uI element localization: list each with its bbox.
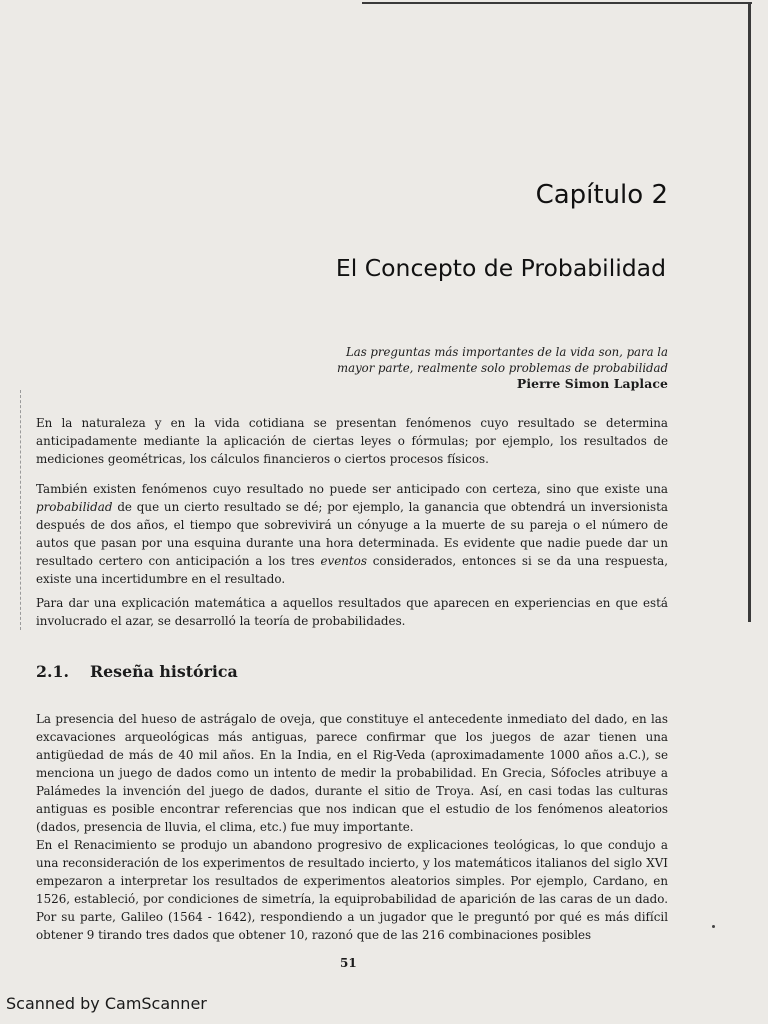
paragraph-theory: Para dar una explicación matemática a aquellos resultados que aparecen en experiencias en que está involucrado el azar, se desarrolló la teoría de probabilidades. [36,596,668,628]
paragraph-text: También existen fenómenos cuyo resultado no puede ser anticipado con certeza, sino que existe una [36,482,668,496]
epigraph-quote-line-1: Las preguntas más importantes de la vida son, para la [345,345,668,359]
epigraph [248,344,668,392]
scan-edge-left [20,390,22,630]
scanner-watermark: Scanned by CamScanner [6,994,207,1013]
page-number: 51 [340,956,357,970]
scan-edge-top [362,2,752,4]
paragraph-uncertainty [36,480,668,588]
paragraph-text: de que un cierto resultado se dé; por ejemplo, la ganancia que obtendrá un inversionista después de dos años, el tiempo que sobrevivirá un cónyuge a la muerte de su pareja o el número de autos que pasan por una esquina durante una hora determinada. Es evidente que nadie puede dar un resultado certero con anticipación a los tres [36,500,668,568]
paragraph-history-ancient: La presencia del hueso de astrágalo de oveja, que constituye el antecedente inmediato del dado, en las excavaciones arqueológicas más antiguas, parece confirmar que los juegos de azar tienen una antigüedad de más de 40 mil años. En la India, en el Rig-Veda (aproximadamente 1000 años a.C.), se menciona un juego de dados como un intento de medir la probabilidad. En Grecia, Sófocles atribuye a Palámedes la invención del juego de dados, durante el sitio de Troya. Así, en casi todas las culturas antiguas es posible encontrar referencias que nos indican que el estudio de los fenómenos aleatorios (dados, presencia de lluvia, el clima, etc.) fue muy importante. [36,712,668,834]
epigraph-author: Pierre Simon Laplace [516,376,668,391]
section-number: 2.1. [36,662,69,681]
paragraph-history-renaissance: En el Renacimiento se produjo un abandono progresivo de explicaciones teológicas, lo que condujo a una reconsideración de los experimentos de resultado incierto, y los matemáticos italianos del siglo XVI empezaron a interpretar los resultados de experimentos aleatorios simples. Por ejemplo, Cardano, en 1526, estableció, por condiciones de simetría, la equiprobabilidad de aparición de las caras de un dado. Por su parte, Galileo (1564 - 1642), respondiendo a un jugador que le preguntó por qué es más difícil obtener 9 tirando tres dados que obtener 10, razonó que de las 216 combinaciones posibles [36,838,668,942]
paragraph-intro: En la naturaleza y en la vida cotidiana se presentan fenómenos cuyo resultado se determina anticipadamente mediante la aplicación de ciertas leyes o fórmulas; por ejemplo, los resultados de mediciones geométricas, los cálculos financieros o ciertos procesos físicos. [36,416,668,466]
scan-speck [712,925,715,928]
section-title: Reseña histórica [90,662,238,681]
chapter-label: Capítulo 2 [535,180,668,210]
emphasis-term: eventos [320,554,367,568]
section-heading [36,662,238,681]
chapter-title: El Concepto de Probabilidad [335,254,666,282]
scan-edge-right [748,2,751,622]
paragraph-text: considerados, entonces si se da una respuesta, existe una incertidumbre en el resultado. [36,554,669,586]
emphasis-term: probabilidad [36,500,113,514]
epigraph-quote-line-2: mayor parte, realmente solo problemas de probabilidad [337,361,668,375]
